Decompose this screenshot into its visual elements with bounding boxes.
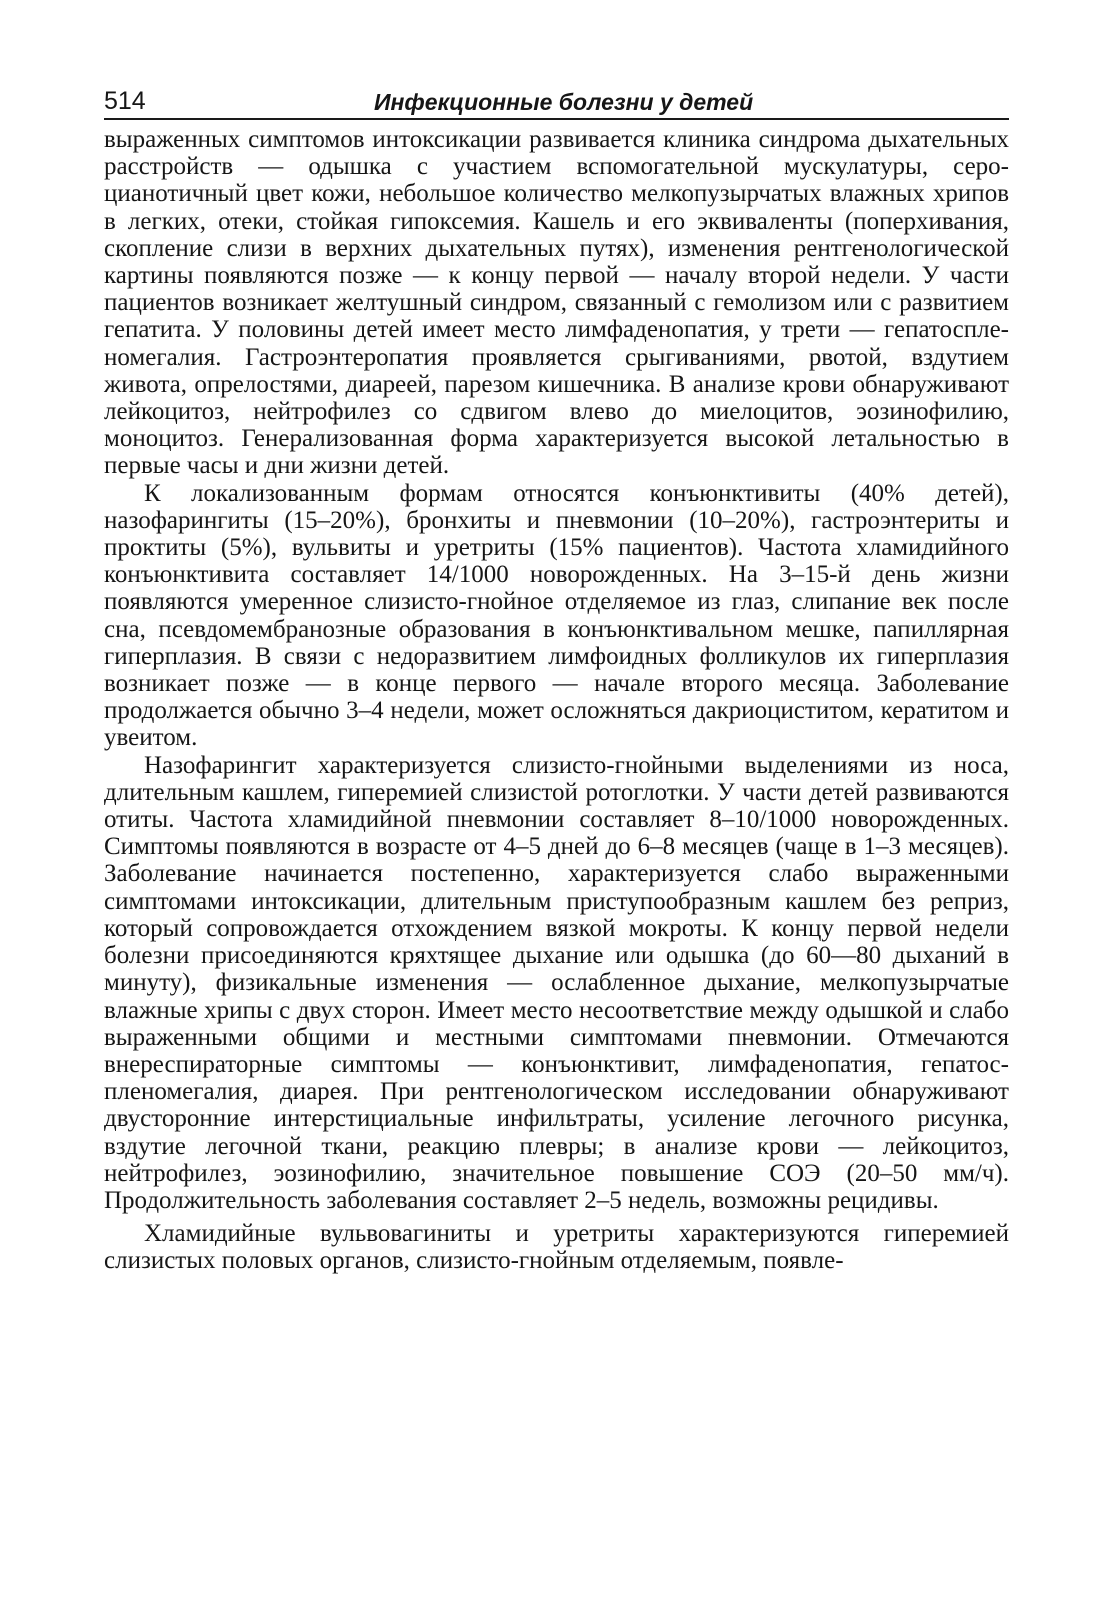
book-page bbox=[104, 80, 1009, 1275]
body-text bbox=[104, 126, 1009, 1275]
paragraph-vulvovaginitis: Хламидийные вульвовагиниты и уретриты характеризуются гиперемией слизистых половых органов, слизисто-гнойным отделяемым, появле- bbox=[104, 1220, 1009, 1275]
running-head bbox=[104, 80, 1009, 120]
paragraph-nasopharyngitis: Назофарингит характеризуется слизисто-гнойными выделениями из носа, длительным кашлем, гиперемией слизистой ротоглотки. У части детей развиваются отиты. Частота хламидийной пневмонии составляет 8–10/1000 новорожденных. Симптомы появляются в возрасте от 4–5 дней до 6–8 месяцев (чаще в 1–3 месяцев). Заболевание начинается постепенно, характеризуется слабо выраженными симптомами интоксикации, длительным приступообразным кашлем без реприз, который сопровождается отхождением вязкой мокроты. К концу первой недели болезни присоединяются кряхтящее дыхание или одышка (до 60—80 дыханий в минуту), физикальные изменения — ослабленное дыхание, мелкопузырчатые влажные хрипы с двух сторон. Имеет место несоответствие между одышкой и слабо выраженными общими и местными симптомами пневмонии. Отмечаются внереспираторные симптомы — конъюнктивит, лимфаденопатия, гепатоспленомегалия, диарея. При рентгенологическом исследовании обнаруживают двусторонние интерстициальные инфильтраты, усиление легочного рисунка, вздутие легочной ткани, реакцию плевры; в анализе крови — лейкоцитоз, нейтрофилез, эозинофилию, значительное повышение СОЭ (20–50 мм/ч). Продолжительность заболевания составляет 2–5 недель, возможны рецидивы. bbox=[104, 751, 1009, 1214]
paragraph-generalized-form: выраженных симптомов интоксикации развивается клиника синдрома дыхательных расстройств — одышка с участием вспомогательной мускулатуры, серо-цианотичный цвет кожи, небольшое количество мелкопузырчатых влажных хрипов в легких, отеки, стойкая гипоксемия. Кашель и его эквиваленты (поперхивания, скопление слизи в верхних дыхательных путях), изменения рентгенологической картины появляются позже — к концу первой — началу второй недели. У части пациентов возникает желтушный синдром, связанный с гемолизом или с развитием гепатита. У половины детей имеет место лимфаденопатия, у трети — гепатоспленомегалия. Гастроэнтеропатия проявляется срыгиваниями, рвотой, вздутием живота, опрелостями, диареей, парезом кишечника. В анализе крови обнаруживают лейкоцитоз, нейтрофилез со сдвигом влево до миелоцитов, эозинофилию, моноцитоз. Генерализованная форма характеризуется высокой летальностью в первые часы и дни жизни детей. bbox=[104, 126, 1009, 480]
running-title: Инфекционные болезни у детей bbox=[374, 89, 754, 115]
paragraph-localized-forms: К локализованным формам относятся конъюнктивиты (40% детей), назофарингиты (15–20%), бронхиты и пневмонии (10–20%), гастроэнтериты и проктиты (5%), вульвиты и уретриты (15% пациентов). Частота хламидийного конъюнктивита составляет 14/1000 новорожденных. На 3–15-й день жизни появляются умеренное слизисто-гнойное отделяемое из глаз, слипание век после сна, псевдомембранозные образования в конъюнктивальном мешке, папиллярная гиперплазия. В связи с недоразвитием лимфоидных фолликулов их гиперплазия возникает позже — в конце первого — начале второго месяца. Заболевание продолжается обычно 3–4 недели, может осложняться дакриоциститом, кератитом и увеитом. bbox=[104, 479, 1009, 752]
page-number: 514 bbox=[104, 87, 146, 115]
